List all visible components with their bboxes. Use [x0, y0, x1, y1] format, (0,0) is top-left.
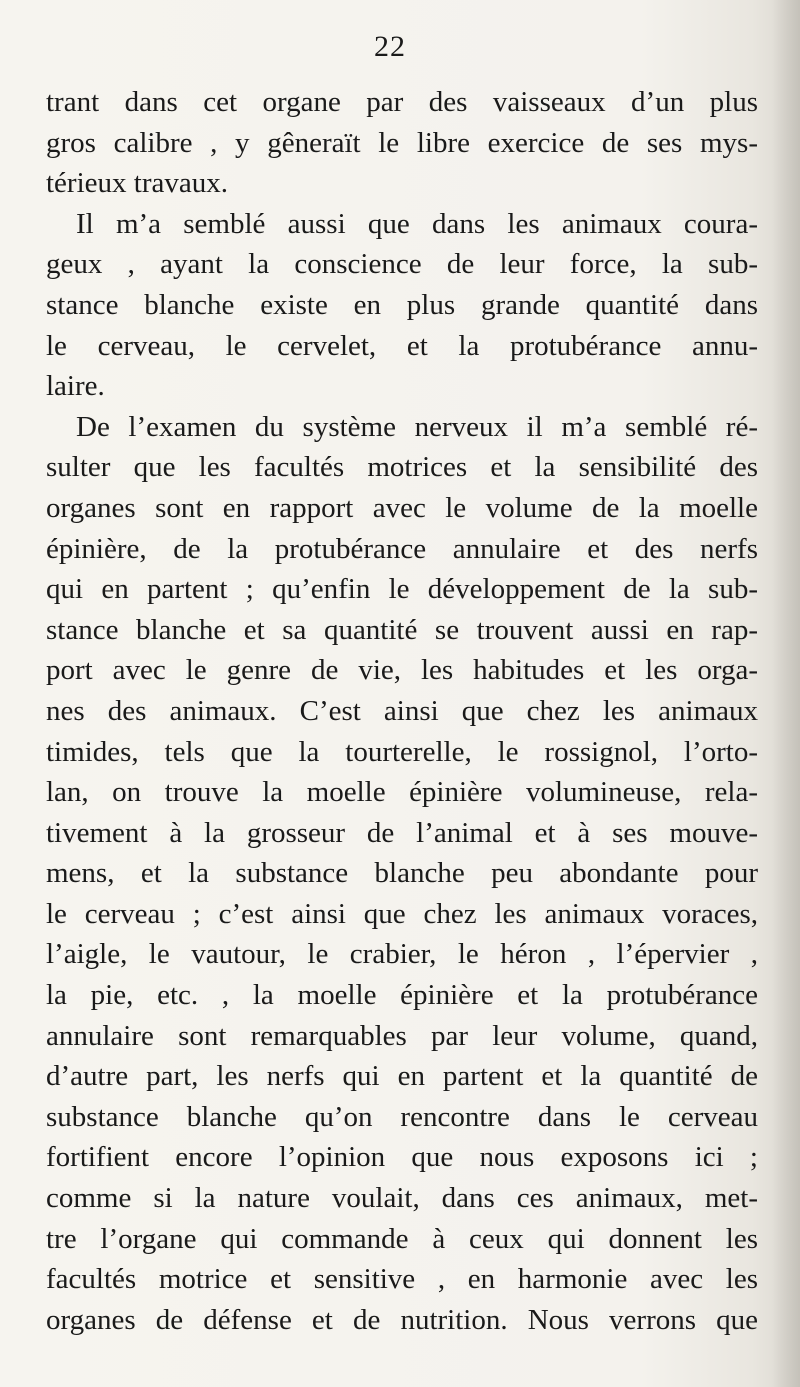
text-line: la pie, etc. , la moelle épinière et la protubérance	[46, 979, 758, 1012]
text-line: Il m’a semblé aussi que dans les animaux coura-	[76, 207, 758, 240]
text-line: port avec le genre de vie, les habitudes et les orga-	[46, 654, 758, 687]
text-line: qui en partent ; qu’enfin le développement de la sub-	[46, 573, 758, 606]
text-line: trant dans cet organe par des vaisseaux d’un plus	[46, 86, 758, 118]
text-line: organes sont en rapport avec le volume de la moelle	[46, 491, 758, 524]
page-number: 22	[374, 30, 406, 63]
text-line: comme si la nature voulait, dans ces animaux, met-	[46, 1182, 758, 1215]
page-gutter-shadow	[772, 0, 800, 1387]
text-line: térieux travaux.	[46, 167, 228, 200]
text-line: l’aigle, le vautour, le crabier, le héron , l’épervier ,	[46, 938, 758, 971]
text-line: gros calibre , y gêneraït le libre exercice de ses mys-	[46, 126, 758, 159]
text-line: annulaire sont remarquables par leur volume, quand,	[46, 1019, 758, 1052]
text-line: mens, et la substance blanche peu abondante pour	[46, 857, 758, 890]
text-line: lan, on trouve la moelle épinière volumineuse, rela-	[46, 776, 758, 809]
text-line: facultés motrice et sensitive , en harmonie avec les	[46, 1263, 758, 1296]
text-line: laire.	[46, 370, 105, 403]
body-text	[46, 82, 758, 1340]
text-line: De l’examen du système nerveux il m’a semblé ré-	[76, 410, 758, 443]
text-line: fortifient encore l’opinion que nous exposons ici ;	[46, 1141, 758, 1174]
text-line: le cerveau ; c’est ainsi que chez les animaux voraces,	[46, 897, 758, 930]
text-line: timides, tels que la tourterelle, le rossignol, l’orto-	[46, 735, 758, 768]
text-line: épinière, de la protubérance annulaire et des nerfs	[46, 532, 758, 565]
text-line: nes des animaux. C’est ainsi que chez les animaux	[46, 694, 758, 727]
text-line: stance blanche existe en plus grande quantité dans	[46, 288, 758, 321]
text-line: stance blanche et sa quantité se trouvent aussi en rap-	[46, 613, 758, 646]
text-line: le cerveau, le cervelet, et la protubérance annu-	[46, 329, 758, 362]
text-line: substance blanche qu’on rencontre dans le cerveau	[46, 1100, 758, 1133]
text-line: d’autre part, les nerfs qui en partent et la quantité de	[46, 1060, 758, 1093]
text-line: tivement à la grosseur de l’animal et à ses mouve-	[46, 816, 758, 849]
text-line: sulter que les facultés motrices et la sensibilité des	[46, 451, 758, 484]
text-line: organes de défense et de nutrition. Nous verrons que	[46, 1303, 758, 1336]
text-line: geux , ayant la conscience de leur force, la sub-	[46, 248, 758, 281]
text-line: tre l’organe qui commande à ceux qui donnent les	[46, 1222, 758, 1255]
